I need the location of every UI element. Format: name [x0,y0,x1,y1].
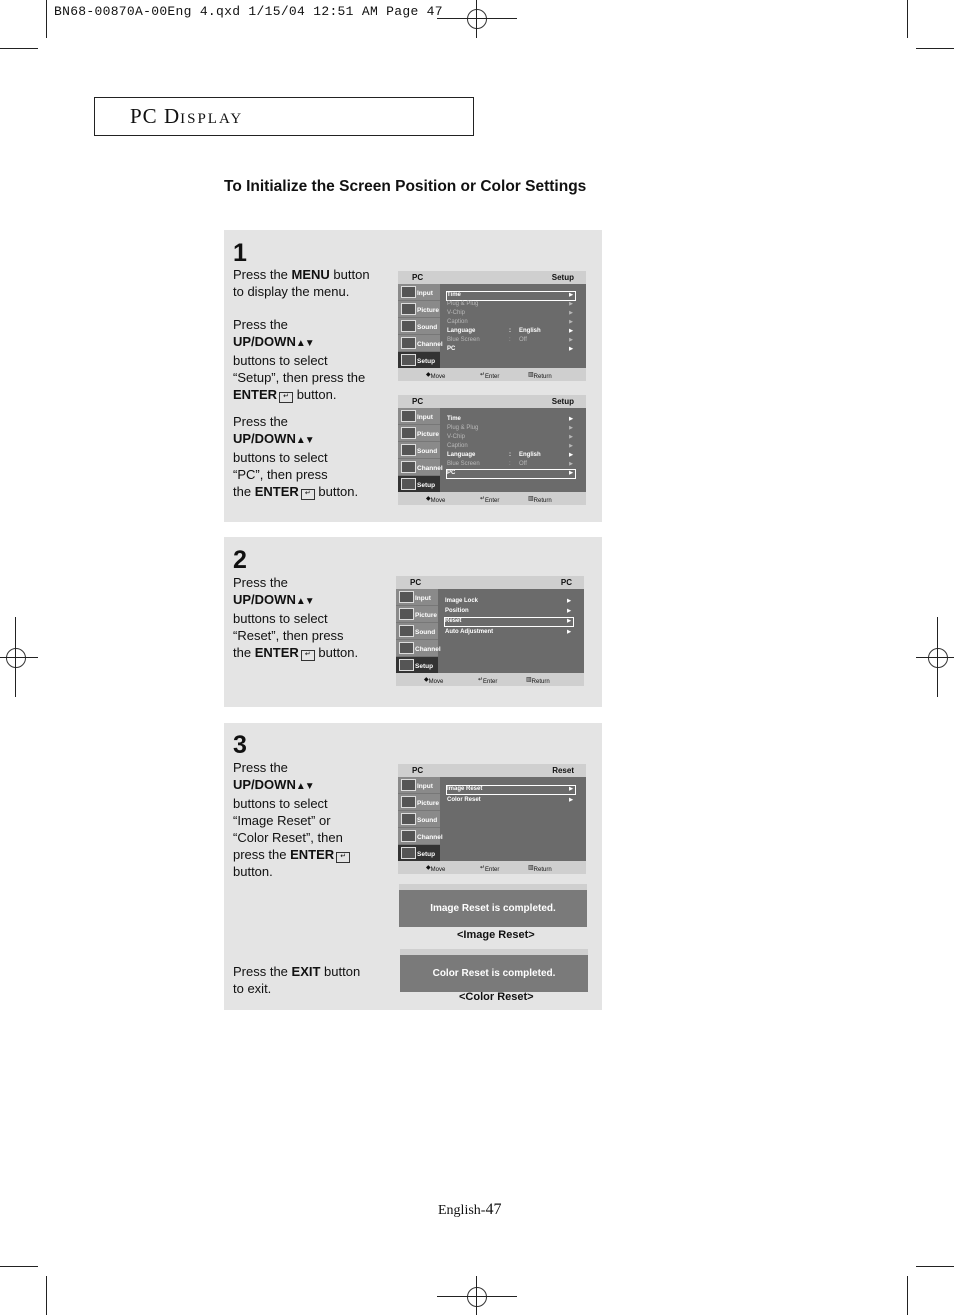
osd-item-label: V-Chip [447,434,466,440]
osd-bottom-bar [398,861,586,874]
osd-menu-item [447,416,575,424]
osd-left-title: PC [410,578,422,587]
osd-menu-item [447,786,575,794]
text: “PC”, then press [233,467,328,482]
registration-mark [437,1296,517,1297]
osd-menu-item [447,443,575,451]
picture-icon [401,303,416,315]
file-slug: BN68-00870A-00Eng 4.qxd 1/15/04 12:51 AM Page 47 [54,4,443,19]
osd-hint: ▥ Return [528,496,552,504]
key-name: UP/DOWN [233,592,296,607]
osd-colon: : [509,337,511,343]
setup-icon [401,478,416,490]
osd-colon: : [509,452,511,458]
osd-menu-item [447,425,575,433]
right-arrow-icon: ▶ [569,434,573,440]
osd-sidebar-label: Channel [417,834,443,841]
up-down-arrows-icon: ▲▼ [295,338,314,349]
right-arrow-icon: ▶ [569,319,573,325]
osd-bottom-bar [398,368,586,381]
osd-item-label: Auto Adjustment [445,629,494,635]
osd-item-label: Color Reset [447,797,481,803]
osd-item-value: Off [519,461,527,467]
osd-hint: ▥ Return [528,865,552,873]
text: Press the [233,267,292,282]
osd-item-label: Time [447,292,461,298]
osd-reset-menu [398,764,586,874]
step-1-instruction-a [233,266,370,300]
right-arrow-icon: ▶ [569,443,573,449]
osd-sidebar-label: Picture [417,800,440,807]
text: “Image Reset” or [233,813,331,828]
osd-item-label: Position [445,608,469,614]
key-name: ENTER [290,847,335,862]
channel-icon [401,337,416,349]
osd-menu-item [447,319,575,327]
sound-icon [401,444,416,456]
right-arrow-icon: ▶ [567,629,571,635]
step-3-instruction-a [233,759,350,880]
step-3-instruction-b [233,963,360,997]
right-arrow-icon: ▶ [567,608,571,614]
osd-sidebar-label: Picture [415,612,438,619]
image-reset-message: Image Reset is completed. [399,890,587,927]
osd-hint-label: Return [533,374,552,380]
osd-hint-label: Move [430,867,446,873]
input-icon [401,779,416,791]
osd-sidebar-label: Input [417,290,433,297]
osd-sidebar-item [398,459,443,476]
osd-hint-label: Enter [485,867,500,873]
osd-sidebar-label: Setup [417,358,436,365]
osd-sidebar-item [398,335,443,352]
page-footer [438,1201,501,1219]
right-arrow-icon: ▶ [569,328,573,334]
picture-icon [401,427,416,439]
osd-sidebar-item [398,408,440,425]
text: button. [296,387,337,402]
text: button. [318,645,359,660]
osd-hint-label: Return [533,867,552,873]
key-name: ENTER [254,645,299,660]
osd-hint: ↵ Enter [480,865,500,873]
key-name: ENTER [233,387,278,402]
osd-title-bar [398,764,586,777]
title-part: D [163,104,181,128]
right-arrow-icon: ▶ [569,797,573,803]
osd-sidebar-label: Setup [417,482,436,489]
osd-hint-label: Move [430,498,446,504]
text: buttons to select [233,796,328,811]
title-part: PC [130,104,158,128]
osd-sidebar [398,408,443,492]
enter-icon: ↵ [279,392,293,403]
crop-mark [46,0,47,38]
channel-icon [401,461,416,473]
text: buttons to select [233,611,328,626]
image-reset-caption: <Image Reset> [457,929,535,941]
osd-sidebar-item [398,442,440,459]
osd-sidebar-label: Sound [417,817,438,824]
osd-menu-item [447,292,575,300]
osd-menu-title: PC [560,578,572,587]
text: to display the menu. [233,284,350,299]
osd-sidebar-item [398,811,440,828]
key-name: UP/DOWN [233,334,296,349]
sound-icon [401,320,416,332]
osd-sidebar-label: Picture [417,307,440,314]
right-arrow-icon: ▶ [569,346,573,352]
text: “Color Reset”, then [233,830,343,845]
osd-hint: ◆ Move [426,372,446,380]
text: Press the [233,964,292,979]
osd-menu-item [445,598,573,606]
osd-hint: ◆ Move [424,677,444,685]
text: buttons to select [233,353,328,368]
osd-hint: ↵ Enter [478,677,498,685]
right-arrow-icon: ▶ [567,618,571,624]
osd-item-label: V-Chip [447,310,466,316]
osd-item-label: PC [447,346,456,352]
step-number: 1 [233,239,247,267]
osd-item-label: Reset [445,618,462,624]
right-arrow-icon: ▶ [569,310,573,316]
step-1-instruction-b [233,316,365,403]
setup-icon [401,354,416,366]
crop-mark [46,1276,47,1315]
text: button. [233,864,273,879]
text: Press the [233,414,288,429]
right-arrow-icon: ▶ [567,598,571,604]
text: the [233,484,255,499]
osd-title-bar [396,576,584,589]
osd-sidebar-label: Channel [417,341,443,348]
right-arrow-icon: ▶ [569,470,573,476]
osd-hint: ▥ Return [528,372,552,380]
osd-hint-label: Enter [485,374,500,380]
osd-sidebar-item [398,845,440,862]
osd-sidebar-item [396,606,438,623]
osd-left-title: PC [412,397,424,406]
right-arrow-icon: ▶ [569,452,573,458]
osd-menu-item [447,346,575,354]
osd-title-bar [398,271,586,284]
osd-sidebar-label: Sound [417,324,438,331]
enter-icon: ↵ [336,852,350,863]
osd-menu-item [447,301,575,309]
osd-sidebar-item [398,777,440,794]
osd-colon: : [509,328,511,334]
osd-sidebar-item [396,657,438,674]
osd-left-title: PC [412,766,424,775]
osd-sidebar-item [398,828,443,845]
sound-icon [399,625,414,637]
osd-setup-menu-time [398,271,586,381]
osd-item-label: Plug & Plug [447,301,479,307]
osd-colon: : [509,461,511,467]
right-arrow-icon: ▶ [569,292,573,298]
osd-sidebar-item [398,352,440,369]
up-down-arrows-icon: ▲▼ [295,596,314,607]
osd-sidebar-item [398,425,440,442]
osd-sidebar-label: Setup [417,851,436,858]
registration-mark [476,0,477,38]
osd-item-label: Image Lock [445,598,479,604]
osd-sidebar [398,284,443,368]
step-1-instruction-c [233,413,358,500]
osd-pc-menu [396,576,584,686]
crop-mark [916,1266,954,1267]
osd-item-label: Caption [447,443,468,449]
section-title [130,104,243,129]
osd-sidebar-label: Input [415,595,431,602]
osd-menu-item [447,461,575,469]
text: press the [233,847,291,862]
key-name: ENTER [254,484,299,499]
osd-title-bar [398,395,586,408]
enter-icon: ↵ [301,489,315,500]
registration-mark [916,657,954,658]
text: Press the [233,317,288,332]
osd-menu-title: Setup [551,397,574,406]
osd-item-label: Blue Screen [447,461,480,467]
input-icon [401,286,416,298]
crop-mark [0,1266,38,1267]
osd-item-label: Language [447,328,476,334]
osd-item-label: Language [447,452,476,458]
right-arrow-icon: ▶ [569,337,573,343]
registration-mark [437,18,517,19]
osd-menu-item [447,310,575,318]
page-number: 47 [485,1201,502,1218]
text: button. [318,484,359,499]
osd-menu-item [447,470,575,478]
right-arrow-icon: ▶ [569,301,573,307]
osd-menu-item [447,452,575,460]
right-arrow-icon: ▶ [569,425,573,431]
text: “Setup”, then press the [233,370,366,385]
osd-menu-item [445,608,573,616]
osd-sidebar-item [396,589,438,606]
osd-setup-menu-pc [398,395,586,505]
registration-mark [467,9,487,29]
osd-sidebar-label: Picture [417,431,440,438]
registration-mark [0,657,38,658]
osd-hint-label: Enter [483,679,498,685]
registration-mark [6,648,26,668]
text: Press the [233,575,288,590]
right-arrow-icon: ▶ [569,461,573,467]
osd-hint-label: Move [428,679,444,685]
osd-sidebar [398,777,443,861]
key-name: EXIT [291,964,321,979]
crop-mark [916,48,954,49]
osd-sidebar-label: Setup [415,663,434,670]
right-arrow-icon: ▶ [569,786,573,792]
crop-mark [0,48,38,49]
osd-hint: ↵ Enter [480,372,500,380]
osd-menu-item [447,337,575,345]
picture-icon [401,796,416,808]
channel-icon [401,830,416,842]
color-reset-message: Color Reset is completed. [400,955,588,992]
step-number: 3 [233,731,247,759]
osd-hint-label: Move [430,374,446,380]
osd-sidebar-item [396,640,441,657]
step-number: 2 [233,546,247,574]
right-arrow-icon: ▶ [569,416,573,422]
up-down-arrows-icon: ▲▼ [295,435,314,446]
osd-item-label: Plug & Plug [447,425,479,431]
osd-menu-item [445,618,573,626]
text: buttons to select [233,450,328,465]
osd-hint: ▥ Return [526,677,550,685]
osd-sidebar-item [398,284,440,301]
osd-left-title: PC [412,273,424,282]
setup-icon [401,847,416,859]
osd-menu-item [447,434,575,442]
osd-hint: ↵ Enter [480,496,500,504]
picture-icon [399,608,414,620]
osd-sidebar-item [398,301,440,318]
osd-menu-item [447,797,575,805]
registration-mark [928,648,948,668]
up-down-arrows-icon: ▲▼ [295,781,314,792]
registration-mark [476,1276,477,1315]
osd-sidebar-item [398,476,440,493]
channel-icon [399,642,414,654]
osd-item-label: Blue Screen [447,337,480,343]
osd-bottom-bar [396,673,584,686]
color-reset-caption: <Color Reset> [459,991,534,1003]
page-subtitle: To Initialize the Screen Position or Color Settings [224,178,587,195]
key-name: MENU [291,267,330,282]
key-name: UP/DOWN [233,431,296,446]
osd-sidebar-label: Channel [417,465,443,472]
title-part: ISPLAY [180,111,244,127]
osd-menu-item [445,629,573,637]
osd-menu-title: Setup [551,273,574,282]
osd-item-value: English [519,328,541,334]
text: to exit. [233,981,272,996]
osd-sidebar-label: Input [417,414,433,421]
input-icon [401,410,416,422]
text: “Reset”, then press [233,628,344,643]
osd-item-label: PC [447,470,456,476]
registration-mark [467,1287,487,1307]
osd-sidebar-label: Sound [415,629,436,636]
step-2-instruction [233,574,358,661]
text: the [233,645,255,660]
text: button [320,964,361,979]
osd-item-value: Off [519,337,527,343]
osd-sidebar-item [398,318,440,335]
osd-sidebar-item [396,623,438,640]
osd-hint-label: Return [531,679,550,685]
osd-hint: ◆ Move [426,865,446,873]
key-name: UP/DOWN [233,777,296,792]
osd-sidebar [396,589,441,673]
input-icon [399,591,414,603]
osd-item-value: English [519,452,541,458]
osd-item-label: Time [447,416,461,422]
osd-item-label: Image Reset [447,786,483,792]
osd-sidebar-label: Sound [417,448,438,455]
setup-icon [399,659,414,671]
crop-mark [907,0,908,38]
osd-sidebar-item [398,794,440,811]
osd-sidebar-label: Channel [415,646,441,653]
osd-hint-label: Enter [485,498,500,504]
osd-hint-label: Return [533,498,552,504]
osd-item-label: Caption [447,319,468,325]
osd-menu-title: Reset [552,766,574,775]
text: Press the [233,760,288,775]
osd-hint: ◆ Move [426,496,446,504]
sound-icon [401,813,416,825]
text: button [329,267,370,282]
osd-sidebar-label: Input [417,783,433,790]
enter-icon: ↵ [301,650,315,661]
crop-mark [907,1276,908,1315]
footer-label: English- [438,1203,486,1218]
osd-menu-item [447,328,575,336]
osd-bottom-bar [398,492,586,505]
